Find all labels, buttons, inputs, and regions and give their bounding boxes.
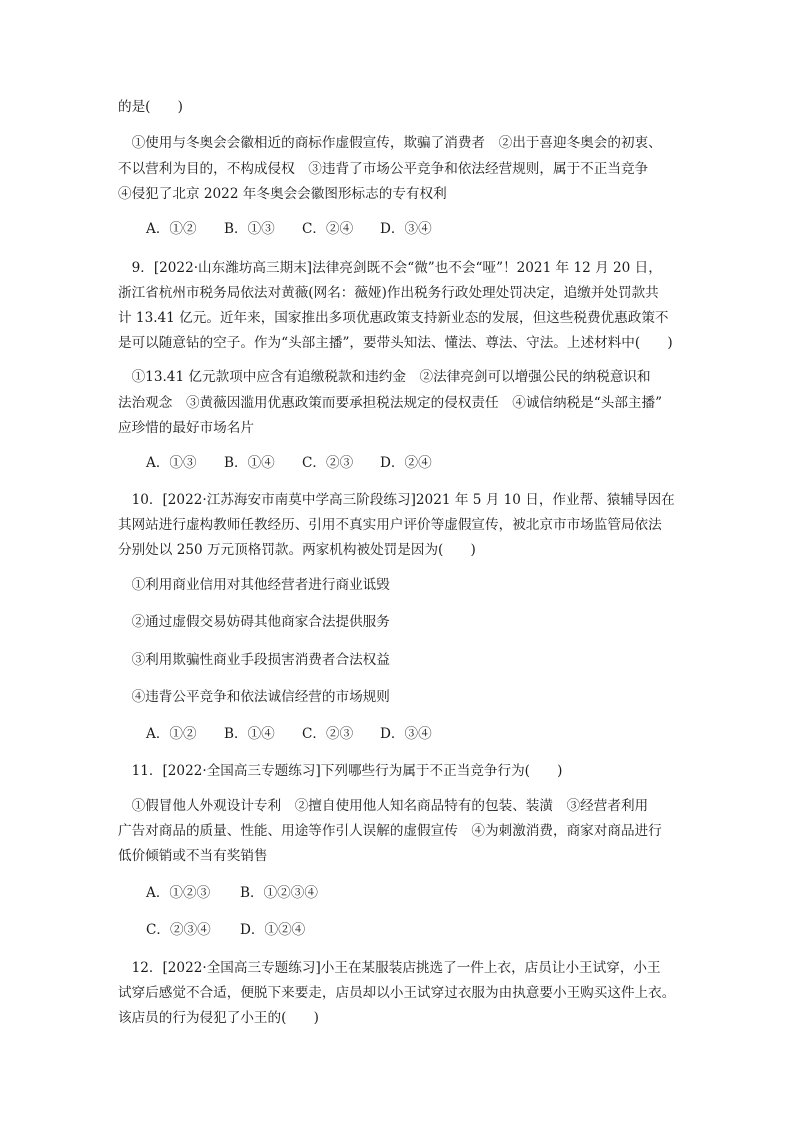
q12-stem-line: 12．[2022·全国高三专题练习]小王在某服装店挑选了一件上衣，店员让小王试穿，小王 <box>118 960 661 976</box>
choice-c[interactable]: C．②③④ <box>146 922 211 938</box>
choice-a[interactable]: A．①② <box>146 221 197 237</box>
choice-b[interactable]: B．①④ <box>224 455 275 471</box>
q10-stem-line: 其网站进行虚构教师任教经历、引用不真实用户评价等虚假宣传，被北京市市场监管局依法 <box>118 517 662 533</box>
choice-c[interactable]: C．②④ <box>302 221 354 237</box>
q9-stem-line: 计 13.41 亿元。近年来，国家推出多项优惠政策支持新业态的发展，但这些税费优惠政策不 <box>118 310 669 326</box>
q9-option-line: 应珍惜的最好市场名片 <box>118 420 254 436</box>
choice-a[interactable]: A．①③ <box>146 455 197 471</box>
q10-answer-choices <box>146 725 706 744</box>
q12-stem-line: 该店员的行为侵犯了小王的( ) <box>118 1010 319 1026</box>
option-line: ①使用与冬奥会会徽相近的商标作虚假宣传，欺骗了消费者 ②出于喜迎冬奥会的初衷、 <box>118 135 662 151</box>
q10-option: ③利用欺骗性商业手段损害消费者合法权益 <box>118 652 390 668</box>
q10-stem-line: 10．[2022·江苏海安市南莫中学高三阶段练习]2021 年 5 月 10 日，作业帮、猿辅导因在 <box>118 492 675 508</box>
q11-answer-choices-row1 <box>146 884 706 903</box>
choice-a[interactable]: A．①②③ <box>146 885 211 901</box>
q10-option: ①利用商业信用对其他经营者进行商业诋毁 <box>118 577 390 593</box>
q9-option-line: ①13.41 亿元款项中应含有追缴税款和违约金 ②法律亮剑可以增强公民的纳税意识和 <box>118 369 651 385</box>
option-line: 不以营利为目的，不构成侵权 ③违背了市场公平竞争和依法经营规则，属于不正当竞争 <box>118 161 649 177</box>
choice-c[interactable]: C．②③ <box>302 726 354 742</box>
q9-answer-choices <box>146 454 706 473</box>
choice-d[interactable]: D．②④ <box>380 455 432 471</box>
answer-choices <box>146 220 706 239</box>
choice-b[interactable]: B．①②③④ <box>240 885 318 901</box>
choice-c[interactable]: C．②③ <box>302 455 354 471</box>
q11-option-line: 低价倾销或不当有奖销售 <box>118 848 268 864</box>
q12-stem-line: 试穿后感觉不合适，便脱下来要走，店员却以小王试穿过衣服为由执意要小王购买这件上衣。 <box>118 985 676 1001</box>
q11-stem-line: 11．[2022·全国高三专题练习]下列哪些行为属于不正当竞争行为( ) <box>118 763 563 779</box>
q10-stem-line: 分别处以 250 万元顶格罚款。两家机构被处罚是因为( ) <box>118 542 476 558</box>
q9-stem-line: 是可以随意钻的空子。作为“头部主播”，要带头知法、懂法、尊法、守法。上述材料中( ) <box>118 335 673 351</box>
q11-option-line: 广告对商品的质量、性能、用途等作引人误解的虚假宣传 ④为刺激消费，商家对商品进行 <box>118 823 662 839</box>
q10-option: ②通过虚假交易妨碍其他商家合法提供服务 <box>118 614 390 630</box>
choice-b[interactable]: B．①④ <box>224 726 275 742</box>
choice-b[interactable]: B．①③ <box>224 221 275 237</box>
q9-stem-line: 9．[2022·山东潍坊高三期末]法律亮剑既不会“微”也不会“哑”！2021 年 12 月 20 日， <box>118 260 662 276</box>
q9-option-line: 法治观念 ③黄薇因滥用优惠政策而要承担税法规定的侵权责任 ④诚信纳税是“头部主播” <box>118 395 663 411</box>
choice-a[interactable]: A．①② <box>146 726 197 742</box>
q9-stem-line: 浙江省杭州市税务局依法对黄薇(网名：薇娅)作出税务行政处理处罚决定，追缴并处罚款共 <box>118 285 659 301</box>
question-stem-tail: 的是( ) <box>118 99 183 115</box>
q10-option: ④违背公平竞争和依法诚信经营的市场规则 <box>118 689 390 705</box>
q11-option-line: ①假冒他人外观设计专利 ②擅自使用他人知名商品特有的包装、装潢 ③经营者利用 <box>118 798 649 814</box>
option-line: ④侵犯了北京 2022 年冬奥会会徽图形标志的专有权利 <box>118 186 447 202</box>
q11-answer-choices-row2 <box>146 921 706 940</box>
choice-d[interactable]: D．③④ <box>380 726 432 742</box>
choice-d[interactable]: D．①②④ <box>240 922 306 938</box>
choice-d[interactable]: D．③④ <box>380 221 432 237</box>
